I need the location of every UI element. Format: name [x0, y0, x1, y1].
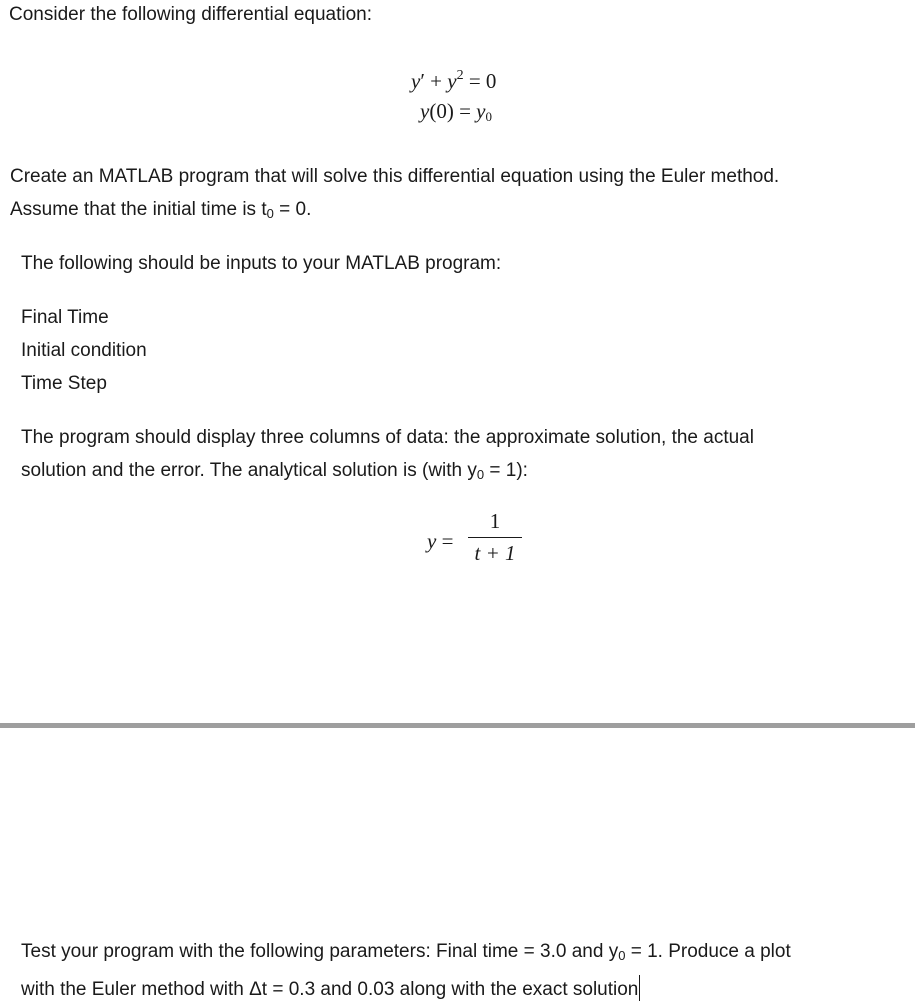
instruction-line-2 [10, 200, 311, 220]
page-divider [0, 723, 915, 728]
test-y0-subscript: 0 [618, 948, 626, 963]
test-text-2: with the Euler method with Δt = 0.3 and 0.03 along with the exact solution [21, 979, 639, 1000]
y0-subscript: 0 [476, 467, 485, 482]
analytical-solution-fraction [468, 511, 522, 564]
solution-y: y [427, 529, 437, 553]
ode-rhs: = 0 [463, 69, 497, 93]
fraction-numerator: 1 [489, 509, 501, 533]
input-item-time-step [21, 374, 107, 393]
intro-text [9, 5, 372, 24]
t0-subscript: 0 [266, 206, 274, 221]
input-item-label: Final Time [21, 307, 109, 328]
input-item-initial-condition [21, 341, 147, 360]
ic-subscript: 0 [485, 109, 492, 124]
inputs-heading [21, 254, 501, 273]
output-description-line-2 [21, 461, 528, 481]
ode-plus: + [424, 69, 448, 93]
output-description-prefix: solution and the error. The analytical solution is (with y [21, 460, 477, 481]
input-item-label: Time Step [21, 373, 107, 394]
intro-label: Consider the following differential equation: [9, 4, 372, 25]
ode-prime: ′ [420, 69, 425, 93]
instruction-prefix: Assume that the initial time is t [10, 199, 267, 220]
ic-y0: y [476, 99, 486, 123]
analytical-solution-lhs [427, 531, 453, 552]
test-line-1 [21, 942, 791, 962]
solution-equals: = [436, 529, 454, 553]
instruction-text-1: Create an MATLAB program that will solve this differential equation using the Euler method. [10, 166, 780, 187]
output-description-text-1: The program should display three columns of data: the approximate solution, the actual [21, 427, 754, 448]
test-prefix: Test your program with the following parameters: Final time = 3.0 and y [21, 941, 619, 962]
input-item-label: Initial condition [21, 340, 147, 361]
input-item-final-time [21, 308, 109, 327]
ode-exponent: 2 [456, 68, 464, 83]
test-suffix: = 1. Produce a plot [625, 941, 791, 962]
output-description-suffix: = 1): [484, 460, 528, 481]
ic-y: y [420, 99, 430, 123]
inputs-heading-text: The following should be inputs to your MATLAB program: [21, 253, 502, 274]
fraction-denominator-text: t + 1 [474, 541, 516, 565]
test-line-2 [21, 975, 640, 1001]
output-description-line-1 [21, 428, 754, 447]
instruction-suffix: = 0. [273, 199, 312, 220]
instruction-line-1 [10, 167, 779, 186]
ode-equation [411, 69, 496, 92]
ic-arg: (0) = [429, 99, 477, 123]
ode-y2: y [447, 69, 457, 93]
initial-condition-equation [420, 101, 492, 123]
fraction-denominator [468, 538, 522, 564]
ode-y: y [411, 69, 421, 93]
text-cursor [639, 975, 640, 1001]
